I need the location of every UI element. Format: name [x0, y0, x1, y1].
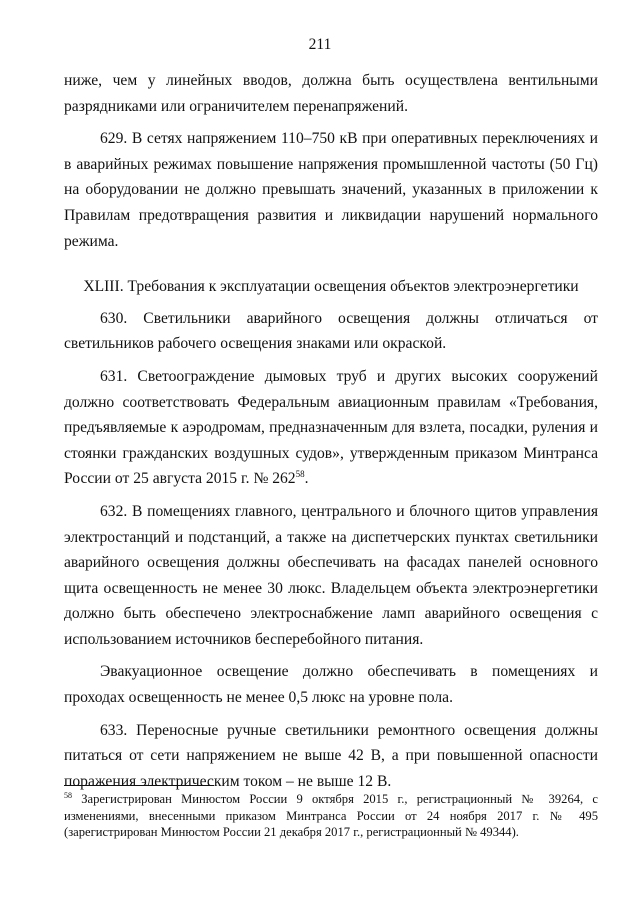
- paragraph-629: 629. В сетях напряжением 110–750 кВ при оперативных переключениях и в аварийных режимах повышение напряжения промышленной частоты (50 Гц) на оборудовании не должно превышать значений, указанных в приложении к Правилам предотвращения развития и ликвидации нарушений нормального режима.: [64, 130, 598, 250]
- paragraph-631-end: .: [304, 470, 309, 488]
- footnote-marker: 58: [64, 790, 72, 800]
- paragraph-evacuation: Эвакуационное освещение должно обеспечивать в помещениях и проходах освещенность не менее 0,5 люкс на уровне пола.: [64, 663, 598, 707]
- footnote-divider: [64, 785, 214, 786]
- footnote-text: Зарегистрирован Минюстом России 9 октября 2015 г., регистрационный № 39264, с изменениями, внесенными приказом Минтранса России от 24 ноября 2017 г. № 495 (зарегистрирован Минюстом России 21 декабря 2017 г., регистрационный № 49344).: [64, 792, 598, 839]
- footnote: [64, 791, 598, 841]
- section-heading: XLIII. Требования к эксплуатации освещения объектов электроэнергетики: [83, 278, 579, 296]
- paragraph-631: [64, 364, 598, 492]
- paragraph-633: 633. Переносные ручные светильники ремонтного освещения должны питаться от сети напряжением не выше 42 В, а при повышенной опасности поражения электрическим током – не выше 12 В.: [64, 721, 598, 790]
- paragraph-632: 632. В помещениях главного, центрального и блочного щитов управления электростанций и подстанций, а также на диспетчерских пунктах светильники аварийного освещения должны обеспечивать на фасадах панелей основного щита освещенность не менее 30 люкс. Владельцем объекта электроэнергетики должно быть обеспечено электроснабжение ламп аварийного освещения с использованием источников бесперебойного питания.: [64, 502, 598, 648]
- document-body: [64, 68, 598, 801]
- footnote-reference: 58: [295, 469, 305, 480]
- paragraph-continuation: ниже, чем у линейных вводов, должна быть осуществлена вентильными разрядниками или ограничителем перенапряжений.: [64, 72, 598, 115]
- paragraph-630: 630. Светильники аварийного освещения должны отличаться от светильников рабочего освещения знаками или окраской.: [64, 309, 598, 353]
- page-number: 211: [308, 36, 332, 53]
- paragraph-631-text: 631. Светоограждение дымовых труб и других высоких сооружений должно соответствовать Федеральным авиационным правилам «Требования, предъявляемые к аэродромам, предназначенным для взлета, посадки, руления и стоянки гражданских воздушных судов», утвержденным приказом Минтранса России от 25 августа 2015 г. № 262: [64, 367, 598, 488]
